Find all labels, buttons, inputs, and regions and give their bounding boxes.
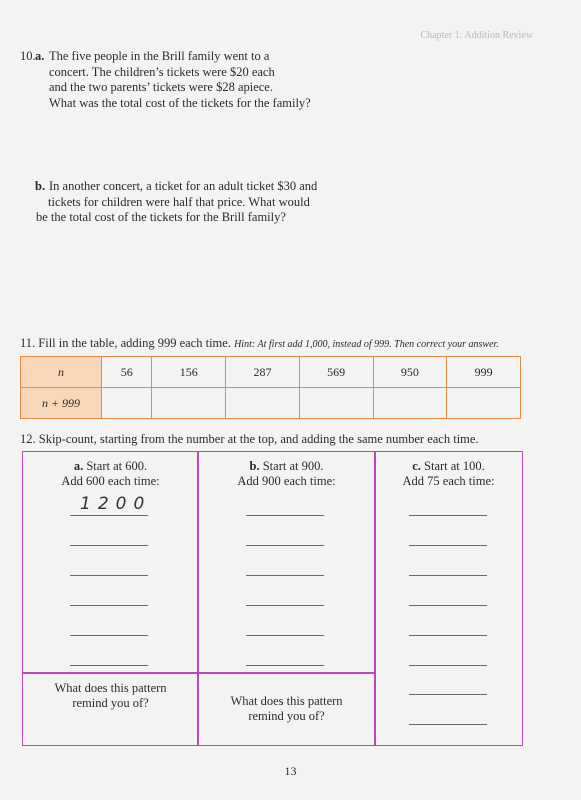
q10b-text: In another concert, a ticket for an adult ticket $30 and tickets for children were half that price. What would be the total cost of the tickets for the Brill family? bbox=[36, 179, 318, 224]
table-cell: 999 bbox=[447, 357, 521, 388]
table-header-n-plus-999: n + 999 bbox=[21, 388, 102, 419]
answer-blank[interactable] bbox=[70, 545, 148, 546]
column-c-header: c. Start at 100. Add 75 each time: bbox=[402, 459, 495, 488]
answer-text: 1200 bbox=[80, 494, 152, 514]
column-b-header: b. Start at 900. Add 900 each time: bbox=[237, 459, 336, 488]
column-b-remind: What does this pattern remind you of? bbox=[230, 694, 343, 723]
q11-hint: Hint: At first add 1,000, instead of 999. Then correct your answer. bbox=[234, 339, 499, 350]
answer-blank[interactable] bbox=[409, 724, 487, 725]
answer-cell[interactable] bbox=[299, 388, 373, 419]
page-number: 13 bbox=[284, 764, 297, 778]
answer-cell[interactable] bbox=[152, 388, 226, 419]
table-cell: 56 bbox=[102, 357, 152, 388]
answer-blank[interactable] bbox=[246, 545, 324, 546]
table-cell: 156 bbox=[152, 357, 226, 388]
table-cell: 287 bbox=[226, 357, 300, 388]
answer-blank[interactable] bbox=[409, 694, 487, 695]
table-row bbox=[21, 357, 521, 388]
q11-table bbox=[20, 356, 521, 419]
table-cell: 569 bbox=[299, 357, 373, 388]
table-cell: 950 bbox=[373, 357, 447, 388]
answer-blank[interactable] bbox=[70, 515, 148, 516]
row-divider bbox=[22, 672, 375, 674]
column-divider bbox=[374, 451, 376, 746]
column-a-header: a. Start at 600. Add 600 each time: bbox=[61, 459, 160, 488]
q10a-text: The five people in the Brill family went to a concert. The children’s tickets were $20 each and the two parents’ tickets were $28 apiece. What was the total cost of the tickets for the family? bbox=[49, 49, 311, 110]
chapter-header: Chapter 1: Addition Review bbox=[420, 30, 533, 41]
answer-cell[interactable] bbox=[102, 388, 152, 419]
answer-blank[interactable] bbox=[409, 515, 487, 516]
answer-blank[interactable] bbox=[409, 575, 487, 576]
q10b-label: b. bbox=[35, 179, 46, 193]
q12-prompt: 12. Skip-count, starting from the number at the top, and adding the same number each time. bbox=[20, 432, 479, 446]
q11-prompt: 11. Fill in the table, adding 999 each time. Hint: At first add 1,000, instead of 999. Then correct your answer. bbox=[20, 336, 499, 350]
answer-blank[interactable] bbox=[409, 665, 487, 666]
answer-blank[interactable] bbox=[246, 635, 324, 636]
answer-cell[interactable] bbox=[447, 388, 521, 419]
answer-blank[interactable] bbox=[70, 605, 148, 606]
answer-blank[interactable] bbox=[246, 515, 324, 516]
table-header-n: n bbox=[21, 357, 102, 388]
answer-cell[interactable] bbox=[226, 388, 300, 419]
answer-blank[interactable] bbox=[409, 545, 487, 546]
answer-blank[interactable] bbox=[70, 635, 148, 636]
answer-blank[interactable] bbox=[246, 605, 324, 606]
answer-blank[interactable] bbox=[409, 605, 487, 606]
q10-number: 10. bbox=[20, 49, 36, 63]
answer-blank[interactable] bbox=[246, 575, 324, 576]
answer-cell[interactable] bbox=[373, 388, 447, 419]
answer-blank[interactable] bbox=[409, 635, 487, 636]
answer-blank[interactable] bbox=[246, 665, 324, 666]
column-a-remind: What does this pattern remind you of? bbox=[54, 681, 167, 710]
table-row bbox=[21, 388, 521, 419]
answer-blank[interactable] bbox=[70, 575, 148, 576]
answer-blank[interactable] bbox=[70, 665, 148, 666]
q10a-label: a. bbox=[35, 49, 45, 63]
